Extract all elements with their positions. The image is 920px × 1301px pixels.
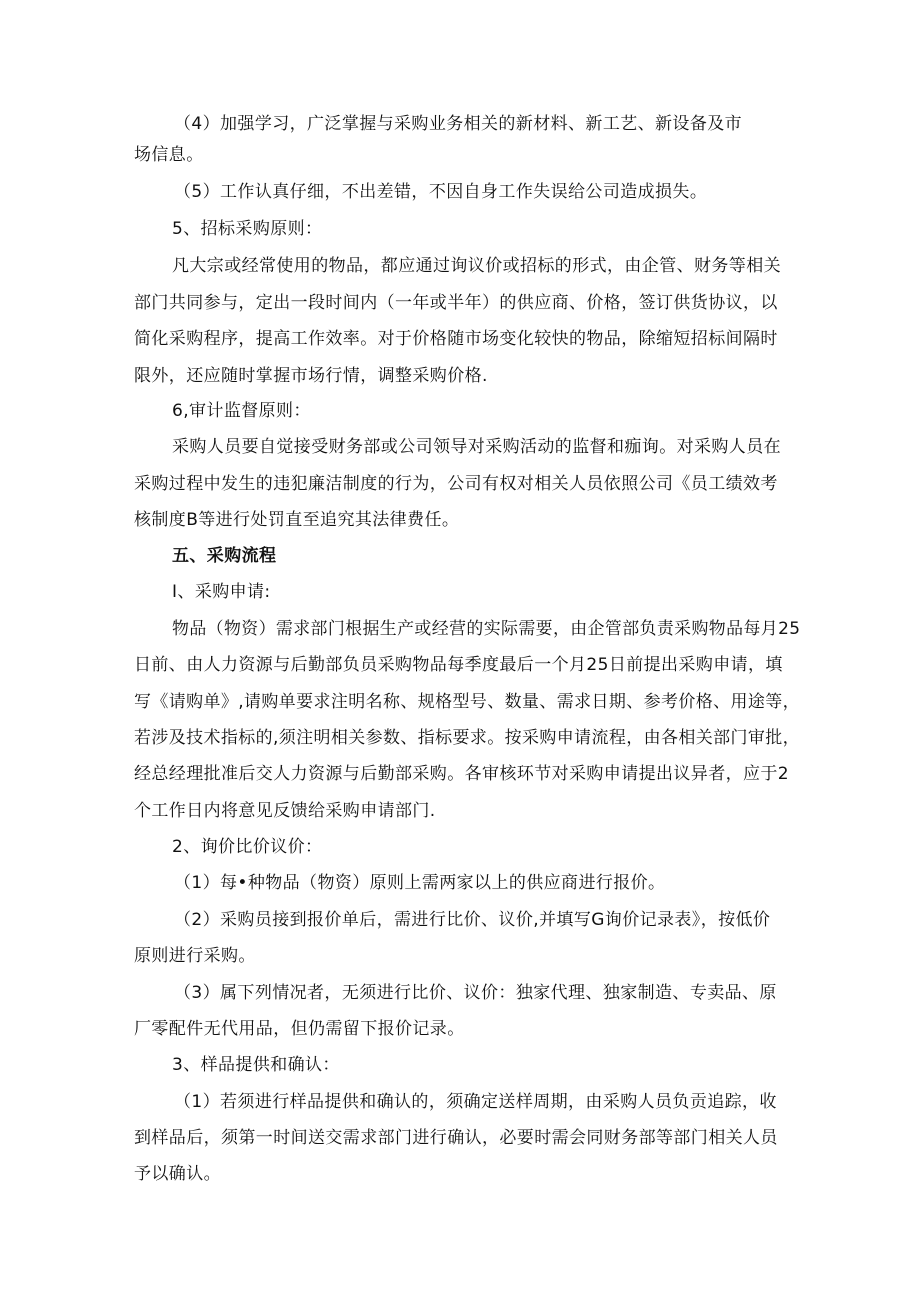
text-line: 日前、由人力资源与后勤部负员采购物品每季度最后一个月25日前提出采购申请，填 (134, 655, 783, 675)
text-line: （2）采购员接到报价单后，需进行比价、议价,并填写G询价记录表》，按低价 (174, 910, 771, 930)
text-line: 采购过程中发生的违犯廉洁制度的行为，公司有权对相关人员依照公司《员工绩效考 (134, 474, 778, 494)
text-line: 予以确认。 (134, 1164, 221, 1184)
text-line: 若涉及技术指标的,须注明相关参数、指标要求。按采购申请流程，由各相关部门审批， (134, 728, 801, 748)
text-line: 个工作日内将意见反馈给采购申请部门. (134, 801, 436, 821)
text-line: 原则进行采购。 (134, 946, 256, 966)
text-line: 部门共同参与，定出一段时间内（一年或半年）的供应商、价格，签订供货协议，以 (134, 293, 778, 313)
text-line: 场信息。 (134, 145, 204, 165)
text-line: 限外，还应随时掌握市场行情，调整采购价格. (134, 366, 488, 386)
text-line: （3）属下列情况者，无须进行比价、议价：独家代理、独家制造、专卖品、原 (174, 983, 777, 1003)
section-heading: 五、采购流程 (172, 546, 277, 566)
text-line: （1）若须进行样品提供和确认的，须确定送样周期，由采购人员负贡追踪，收 (174, 1092, 777, 1112)
text-line: 物品（物资）需求部门根据生产或经营的实际需要，由企管部负责采购物品每月25 (172, 619, 801, 639)
text-line: 写《请购单》,请购单要求注明名称、规格型号、数量、需求日期、参考价格、用途等， (134, 692, 801, 712)
text-line: （4）加强学习，广泛掌握与采购业务相关的新材料、新工艺、新设备及市 (174, 114, 743, 134)
text-line: 经总经理批准后交人力资源与后勤部采购。各审核环节对采购申请提出议异者，应于2 (134, 764, 790, 784)
text-line: （1）每•种物品（物资）原则上需两家以上的供应商进行报价。 (174, 873, 666, 893)
text-line: （5）工作认真仔细，不出差错，不因自身工作失误给公司造成损失。 (174, 182, 708, 202)
section-subheading: 6,审计监督原则： (172, 401, 311, 421)
text-line: 核制度B等进行处罚直至追究其法律费任。 (134, 510, 460, 530)
section-subheading: 3、样品提供和确认： (172, 1055, 340, 1075)
text-line: 简化采购程序，提高工作效率。对于价格随市场变化较快的物品，除缩短招标间隔时 (134, 329, 778, 349)
text-line: 到样品后，须第一时间送交需求部门进行确认，必要时需会同财务部等部门相关人员 (134, 1128, 778, 1148)
section-subheading: 2、询价比价议价： (172, 837, 323, 857)
section-subheading: 5、招标采购原则： (172, 219, 323, 239)
text-line: 厂零配件无代用品，但仍需留下报价记录。 (134, 1019, 465, 1039)
section-subheading: I、采购申请: (172, 582, 271, 602)
text-line: 凡大宗或经常使用的物品，都应通过询议价或招标的形式，由企管、财务等相关 (172, 256, 781, 276)
text-line: 采购人员要自觉接受财务部或公司领导对采购活动的监督和痂询。对采购人员在 (172, 437, 781, 457)
